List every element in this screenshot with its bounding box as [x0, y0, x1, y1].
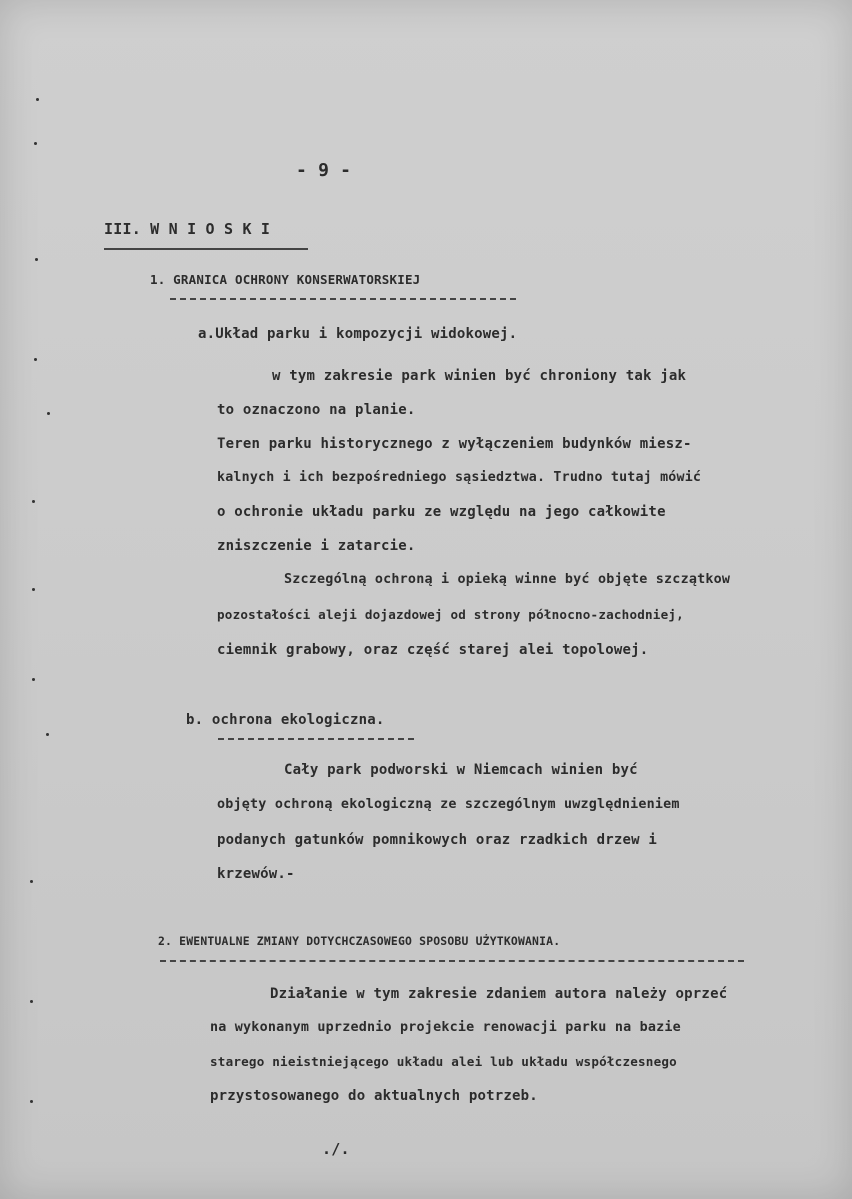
paragraph-line: pozostałości aleji dojazdowej od strony północno-zachodniej, [217, 607, 684, 622]
paragraph-line: Działanie w tym zakresie zdaniem autora należy oprzeć [270, 986, 728, 1002]
section-1-underline [170, 298, 516, 300]
paragraph-line: zniszczenie i zatarcie. [217, 538, 416, 554]
margin-dot [34, 358, 37, 361]
margin-dot [30, 880, 33, 883]
margin-dot [32, 678, 35, 681]
paragraph-line: objęty ochroną ekologiczną ze szczególnym uwzględnieniem [217, 797, 680, 812]
paragraph-line: kalnych i ich bezpośredniego sąsiedztwa. Trudno tutaj mówić [217, 470, 702, 485]
paragraph-line: Szczególną ochroną i opieką winne być objęte szczątkow [284, 572, 731, 587]
heading-underline [104, 248, 308, 250]
paragraph-line: ciemnik grabowy, oraz część starej alei topolowej. [217, 642, 649, 658]
margin-dot [46, 733, 49, 736]
page-number: - 9 - [296, 160, 352, 181]
paragraph-line: Cały park podworski w Niemcach winien być [284, 762, 638, 778]
margin-dot [32, 588, 35, 591]
subsection-a-title: a.Układ parku i kompozycji widokowej. [198, 326, 518, 342]
margin-dot [47, 412, 50, 415]
continuation-mark: ./. [322, 1140, 350, 1158]
section-2-title: 2. EWENTUALNE ZMIANY DOTYCHCZASOWEGO SPOSOBU UŻYTKOWANIA. [158, 934, 561, 948]
paragraph-line: to oznaczono na planie. [217, 402, 416, 418]
margin-dot [32, 500, 35, 503]
paragraph-line: starego nieistniejącego układu alei lub układu współczesnego [210, 1054, 677, 1069]
margin-dot [30, 1000, 33, 1003]
section-1-title: 1. GRANICA OCHRONY KONSERWATORSKIEJ [150, 272, 421, 287]
margin-dot [30, 1100, 33, 1103]
paragraph-line: o ochronie układu parku ze względu na jego całkowite [217, 504, 666, 520]
paragraph-line: przystosowanego do aktualnych potrzeb. [210, 1088, 538, 1104]
paragraph-line: na wykonanym uprzednio projekcie renowacji parku na bazie [210, 1020, 681, 1035]
section-2-underline [160, 960, 744, 962]
main-heading: III. W N I O S K I [104, 220, 271, 238]
paragraph-line: krzewów.- [217, 866, 295, 882]
paragraph-line: podanych gatunków pomnikowych oraz rzadkich drzew i [217, 832, 658, 848]
paragraph-line: w tym zakresie park winien być chroniony tak jak [272, 368, 687, 384]
paragraph-line: Teren parku historycznego z wyłączeniem budynków miesz- [217, 436, 692, 452]
subsection-b-title: b. ochrona ekologiczna. [186, 712, 385, 728]
subsection-b-underline [218, 738, 414, 740]
margin-dot [36, 98, 39, 101]
margin-dot [35, 258, 38, 261]
margin-dot [34, 142, 37, 145]
